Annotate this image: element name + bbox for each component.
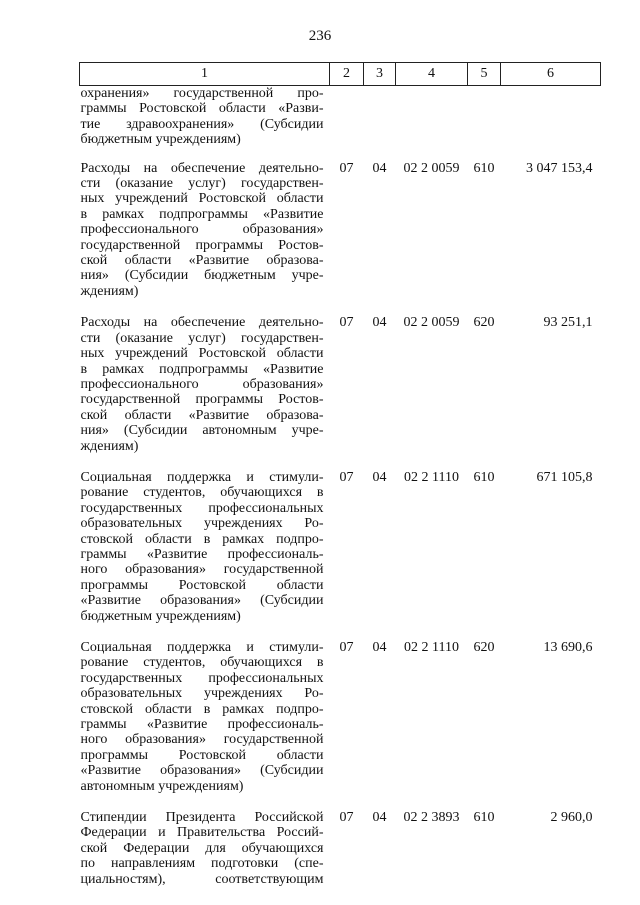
row-description	[80, 161, 330, 316]
amount	[501, 86, 601, 161]
description-line: профессионального образования»	[80, 376, 324, 392]
section-code: 07	[339, 640, 354, 655]
description-line: образовательных учреждениях Ро-	[80, 516, 324, 532]
target-article-code: 02 2 1110	[404, 469, 459, 485]
amount: 3 047 153,4	[526, 160, 593, 176]
subsection-code: 04	[372, 315, 387, 331]
header-col-5: 5	[468, 63, 501, 86]
description-line: ного образования» государственной	[80, 562, 324, 578]
description-line: Расходы на обеспечение деятельно-	[80, 160, 324, 176]
description-line: ных учреждений Ростовской области	[80, 191, 324, 207]
description-line: тие здравоохранения» (Субсидии	[80, 116, 324, 132]
table-row	[80, 470, 601, 640]
description-line: государственных профессиональных	[80, 500, 324, 516]
description-line: ской Федерации для обучающихся	[80, 840, 324, 856]
description-line: Стипендии Президента Российской	[80, 810, 324, 826]
description-line: ской области «Развитие образова-	[80, 253, 324, 269]
subsection-code: 04	[372, 469, 387, 485]
row-description	[80, 810, 330, 903]
description-line: Социальная поддержка и стимули-	[80, 469, 324, 485]
header-col-4: 4	[396, 63, 468, 86]
row-description	[80, 86, 330, 161]
table-row	[80, 640, 601, 810]
row-description	[80, 640, 330, 810]
section-code: 07	[339, 810, 354, 826]
header-col-6: 6	[501, 63, 601, 86]
description-line: ждениям)	[80, 438, 139, 454]
description-line: государственной программы Ростов-	[80, 392, 324, 408]
target-article-code: 02 2 3893	[403, 810, 460, 826]
description-line: стовской области в рамках подпро-	[80, 531, 324, 547]
description-line: программы Ростовской области	[80, 577, 324, 593]
amount: 93 251,1	[543, 315, 593, 331]
expense-type-code	[468, 86, 501, 161]
expense-type-code: 620	[473, 315, 495, 331]
amount: 671 105,8	[536, 469, 593, 485]
description-line: ного образования» государственной	[80, 732, 324, 748]
description-line: Социальная поддержка и стимули-	[80, 640, 324, 655]
row-description	[80, 470, 330, 640]
section-code	[330, 86, 364, 161]
target-article-code: 02 2 1110	[404, 640, 459, 655]
description-line: профессионального образования»	[80, 222, 324, 238]
header-col-1: 1	[80, 63, 330, 86]
target-article-code	[396, 86, 468, 161]
description-line: сти (оказание услуг) государствен-	[80, 176, 324, 192]
section-code: 07	[339, 469, 354, 485]
description-line: Расходы на обеспечение деятельно-	[80, 315, 324, 331]
description-line: в рамках подпрограммы «Развитие	[80, 361, 324, 377]
row-description	[80, 315, 330, 470]
header-col-2: 2	[330, 63, 364, 86]
description-line: бюджетным учреждениям)	[80, 132, 241, 148]
description-line: рование студентов, обучающихся в	[80, 655, 324, 671]
description-line: граммы Ростовской области «Разви-	[80, 101, 324, 117]
description-line: ской области «Развитие образова-	[80, 407, 324, 423]
description-line: граммы «Развитие профессиональ-	[80, 717, 324, 733]
description-line: в рамках подпрограммы «Развитие	[80, 206, 324, 222]
header-row	[80, 63, 601, 86]
target-article-code: 02 2 0059	[403, 160, 460, 176]
expense-type-code: 610	[473, 469, 495, 485]
description-line: стовской области в рамках подпро-	[80, 701, 324, 717]
subsection-code: 04	[372, 640, 387, 655]
description-line: сти (оказание услуг) государствен-	[80, 330, 324, 346]
amount: 13 690,6	[543, 640, 593, 655]
section-code: 07	[339, 160, 354, 176]
description-line: ных учреждений Ростовской области	[80, 346, 324, 362]
description-line: ждениям)	[80, 283, 139, 299]
table-row	[80, 315, 601, 470]
description-line: граммы «Развитие профессиональ-	[80, 546, 324, 562]
expense-type-code: 610	[473, 160, 495, 176]
description-line: Федерации и Правительства Россий-	[80, 825, 324, 841]
description-line: по направлениям подготовки (спе-	[80, 856, 324, 872]
table-row	[80, 86, 601, 161]
table-row	[80, 810, 601, 903]
subsection-code: 04	[372, 810, 387, 826]
description-line: ния» (Субсидии бюджетным учре-	[80, 268, 324, 284]
table-body	[80, 86, 601, 904]
amount: 2 960,0	[550, 810, 593, 826]
description-line: рование студентов, обучающихся в	[80, 485, 324, 501]
expense-type-code: 610	[473, 810, 495, 826]
target-article-code: 02 2 0059	[403, 315, 460, 331]
budget-table	[79, 62, 601, 903]
description-line: «Развитие образования» (Субсидии	[80, 593, 324, 609]
expense-type-code: 620	[473, 640, 495, 655]
description-line: программы Ростовской области	[80, 747, 324, 763]
subsection-code	[364, 86, 396, 161]
description-line: «Развитие образования» (Субсидии	[80, 763, 324, 779]
description-line: циальностям), соответствующим	[80, 871, 324, 887]
description-line: охранения» государственной про-	[80, 86, 324, 101]
section-code: 07	[339, 315, 354, 331]
description-line: образовательных учреждениях Ро-	[80, 686, 324, 702]
header-col-3: 3	[364, 63, 396, 86]
description-line: ния» (Субсидии автономным учре-	[80, 423, 324, 439]
description-line: автономным учреждениям)	[80, 778, 244, 794]
page-number: 236	[308, 28, 332, 44]
table-row	[80, 161, 601, 316]
description-line: государственных профессиональных	[80, 670, 324, 686]
subsection-code: 04	[372, 160, 387, 176]
description-line: государственной программы Ростов-	[80, 237, 324, 253]
description-line: бюджетным учреждениям)	[80, 608, 241, 624]
